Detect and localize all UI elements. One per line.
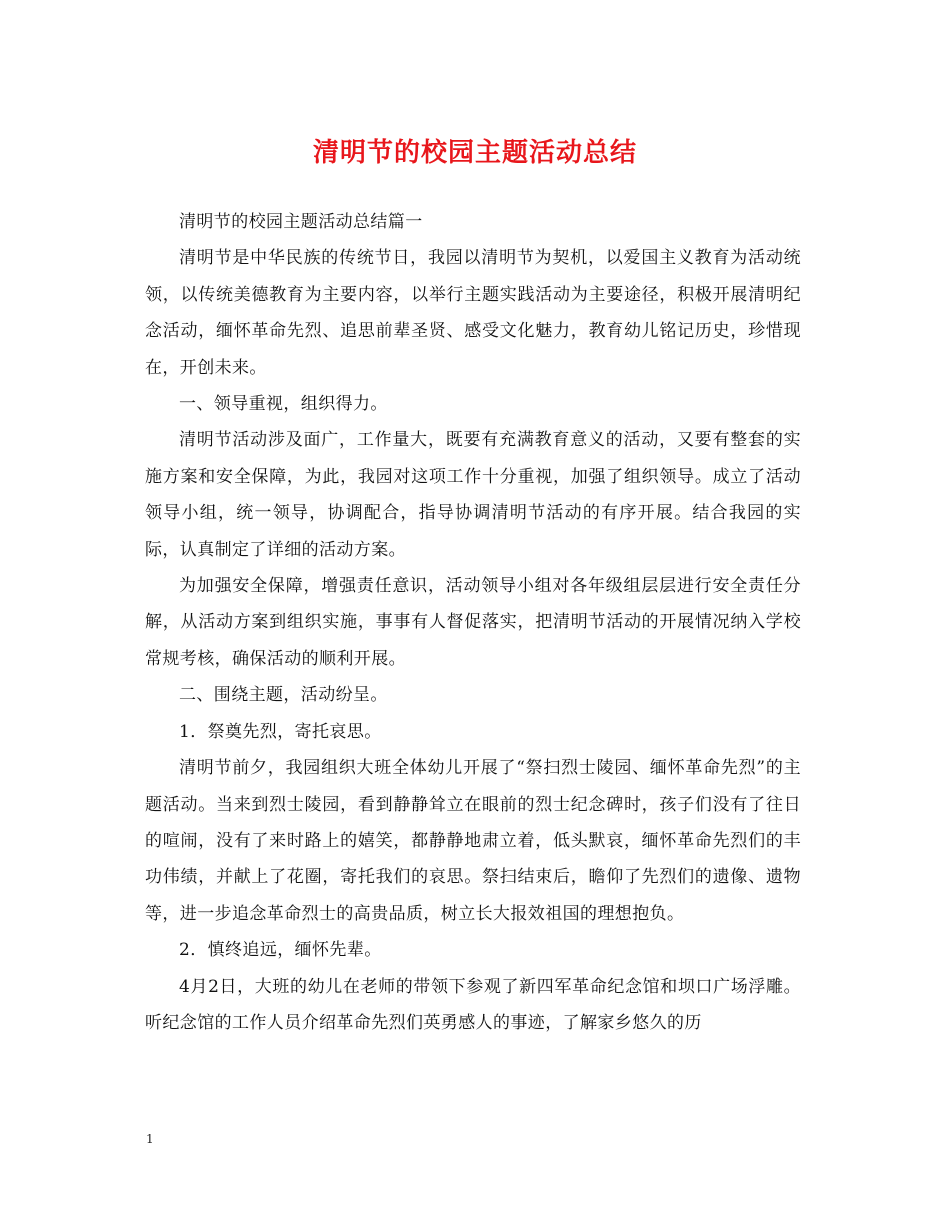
list-item: 1．祭奠先烈，寄托哀思。 xyxy=(179,721,382,742)
paragraph: 为加强安全保障，增强责任意识，活动领导小组对各年级组层层进行安全责任分解，从活动方案到组织实施，事事有人督促落实，把清明节活动的开展情况纳入学校常规考核，确保活动的顺利开展。 xyxy=(145,576,801,669)
document-title: 清明节的校园主题活动总结 xyxy=(312,138,637,168)
paragraph: 4月2日，大班的幼儿在老师的带领下参观了新四军革命纪念馆和坝口广场浮雕。听纪念馆的工作人员介绍革命先烈们英勇感人的事迹，了解家乡悠久的历 xyxy=(145,976,801,1033)
paragraph: 清明节前夕，我园组织大班全体幼儿开展了“祭扫烈士陵园、缅怀革命先烈”的主题活动。当来到烈士陵园，看到静静耸立在眼前的烈士纪念碑时，孩子们没有了往日的喧闹，没有了来时路上的嬉笑，都静静地肃立着，低头默哀，缅怀革命先烈们的丰功伟绩，并献上了花圈，寄托我们的哀思。祭扫结束后，瞻仰了先烈们的遗像、遗物等，进一步追念革命烈士的高贵品质，树立长大报效祖国的理想抱负。 xyxy=(145,758,801,924)
page-number: 1 xyxy=(146,1132,154,1146)
document-body xyxy=(145,204,801,1041)
subheading: 一、领导重视，组织得力。 xyxy=(179,394,388,415)
paragraph: 清明节是中华民族的传统节日，我园以清明节为契机，以爱国主义教育为活动统领，以传统美德教育为主要内容，以举行主题实践活动为主要途径，积极开展清明纪念活动，缅怀革命先烈、追思前辈圣贤、感受文化魅力，教育幼儿铭记历史，珍惜现在，开创未来。 xyxy=(145,248,801,378)
paragraph: 清明节活动涉及面广，工作量大，既要有充满教育意义的活动，又要有整套的实施方案和安全保障，为此，我园对这项工作十分重视，加强了组织领导。成立了活动领导小组，统一领导，协调配合，指导协调清明节活动的有序开展。结合我园的实际，认真制定了详细的活动方案。 xyxy=(145,430,801,560)
section-heading: 清明节的校园主题活动总结篇一 xyxy=(179,212,423,232)
subheading: 二、围绕主题，活动纷呈。 xyxy=(179,685,388,706)
list-item: 2．慎终追远，缅怀先辈。 xyxy=(179,940,382,961)
